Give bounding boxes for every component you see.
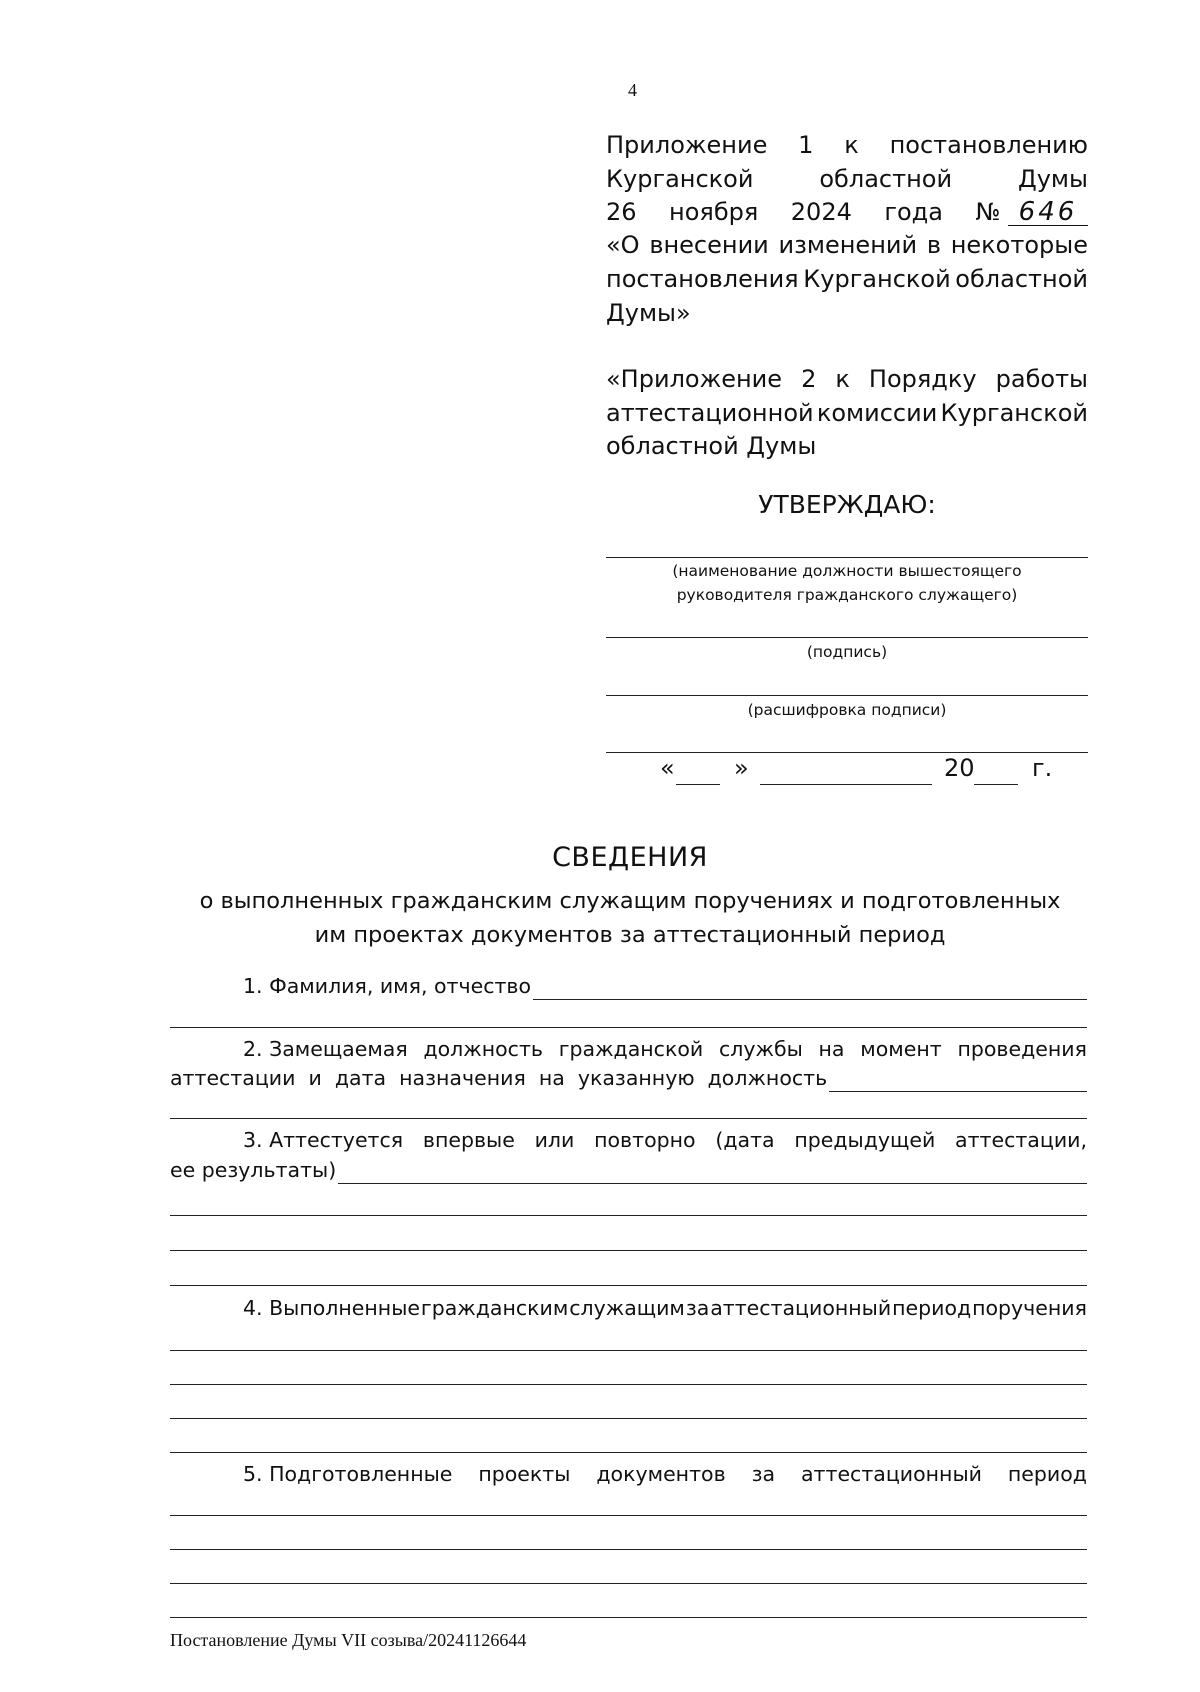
appendix-header-line-3: 26 ноября 2024 года № 646 [606,195,1088,229]
field-5-line-c [170,1583,1087,1584]
day-blank [676,784,720,785]
footer-document-id: Постановление Думы VII созыва/20241126644 [170,1630,527,1650]
appendix-header-line-4: «О внесении изменений в некоторые [606,231,1088,259]
approval-extra-line [606,752,1088,753]
signature-decoding-caption: (расшифровка подписи) [747,701,947,719]
field-4-heading: 4. Выполненные гражданским служащим за аттестационный период поручения [243,1296,1087,1320]
field-2-extra-line [170,1118,1087,1119]
approval-date [606,754,1088,788]
field-1-extra-line [170,1027,1087,1028]
field-4-line-a [170,1350,1087,1351]
month-blank [760,784,932,785]
field-3-line-2: ее результаты) [170,1156,1087,1184]
field-3-line-1: 3. Аттестуется впервые или повторно (дата предыдущей аттестации, [243,1128,1087,1152]
appendix-header-line-2: Курганской областной Думы [606,165,1088,193]
document-subtitle-line-2: им проектах документов за аттестационный период [314,922,946,948]
year-blank [974,784,1018,785]
approval-heading: УТВЕРЖДАЮ: [758,490,936,519]
field-4-line-d [170,1452,1087,1453]
appendix2-header-line-1: «Приложение 2 к Порядку работы [606,365,1088,393]
appendix-header-line-5: постановления Курганской областной [606,265,1088,293]
field-5-line-b [170,1549,1087,1550]
field-5-heading: 5. Подготовленные проекты документов за аттестационный период [243,1462,1087,1486]
field-1-full-name: 1. Фамилия, имя, отчество [170,972,1087,1000]
date-close-quote: » [734,754,749,782]
page-number: 4 [628,80,637,100]
full-name-blank[interactable] [533,979,1087,1000]
field-3-line-b [170,1250,1087,1251]
field-4-line-b [170,1384,1087,1385]
year-suffix: г. [1032,754,1053,782]
signature-caption: (подпись) [806,643,888,661]
signature-line [606,637,1088,638]
appendix-header-line-6: Думы» [606,299,691,327]
field-3-line-a [170,1215,1087,1216]
field-5-line-d [170,1617,1087,1618]
year-prefix: 20 [944,754,975,782]
position-and-date-blank[interactable] [829,1071,1087,1092]
previous-attestation-blank[interactable] [338,1163,1087,1184]
field-3-line-c [170,1285,1087,1286]
field-2-line-2: аттестации и дата назначения на указанную должность [170,1064,1087,1092]
position-line [606,557,1088,558]
handwritten-decree-number: 646 [1008,199,1088,226]
document-subtitle-line-1: о выполненных гражданским служащим поручениях и подготовленных [199,888,1061,914]
date-open-quote: « [660,754,675,782]
field-4-line-c [170,1418,1087,1419]
appendix-header-line-1: Приложение 1 к постановлению [606,131,1088,159]
signature-decoding-line [606,695,1088,696]
appendix2-header-line-2: аттестационной комиссии Курганской [606,399,1088,427]
field-5-line-a [170,1515,1087,1516]
position-caption: (наименование должности вышестоящего руководителя гражданского служащего) [672,562,1022,604]
field-2-line-1: 2. Замещаемая должность гражданской службы на момент проведения [243,1037,1087,1061]
appendix2-header-line-3: областной Думы [606,432,817,460]
document-title: СВЕДЕНИЯ [552,842,708,873]
